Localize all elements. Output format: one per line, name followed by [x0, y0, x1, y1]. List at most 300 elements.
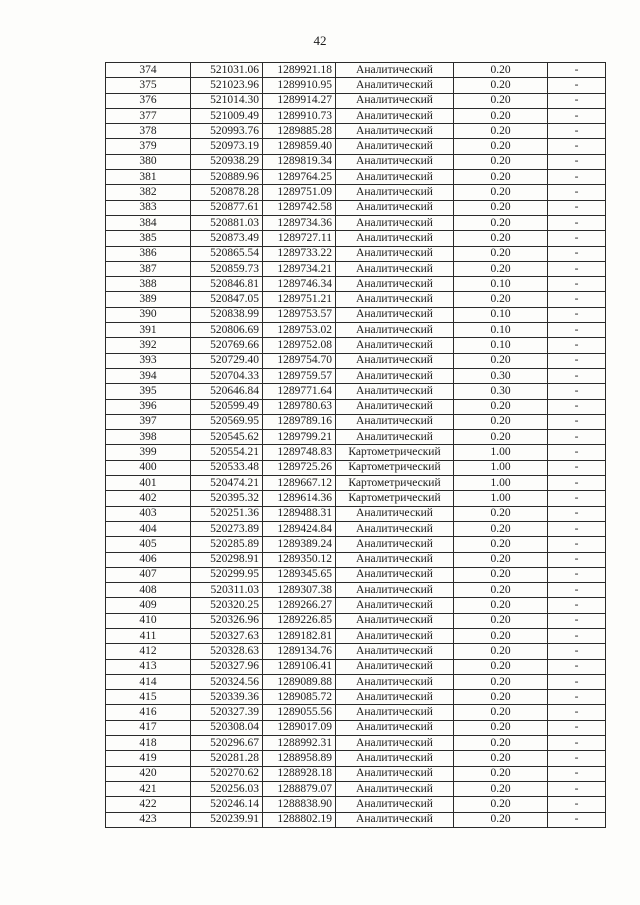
table-row	[106, 323, 606, 338]
note-cell: -	[548, 93, 606, 108]
note-cell: -	[548, 736, 606, 751]
point-number-cell: 395	[106, 384, 191, 399]
y-coordinate-cell: 1289764.25	[263, 170, 336, 185]
note-cell: -	[548, 277, 606, 292]
point-number-cell: 378	[106, 124, 191, 139]
x-coordinate-cell: 520339.36	[191, 690, 263, 705]
point-number-cell: 407	[106, 567, 191, 582]
note-cell: -	[548, 353, 606, 368]
x-coordinate-cell: 520838.99	[191, 307, 263, 322]
table-row	[106, 430, 606, 445]
y-coordinate-cell: 1289752.08	[263, 338, 336, 353]
y-coordinate-cell: 1289819.34	[263, 154, 336, 169]
point-number-cell: 377	[106, 108, 191, 123]
method-cell: Аналитический	[336, 124, 454, 139]
table-row	[106, 93, 606, 108]
x-coordinate-cell: 520865.54	[191, 246, 263, 261]
point-number-cell: 380	[106, 154, 191, 169]
method-cell: Аналитический	[336, 139, 454, 154]
y-coordinate-cell: 1289725.26	[263, 460, 336, 475]
table-row	[106, 124, 606, 139]
accuracy-cell: 0.20	[454, 399, 548, 414]
accuracy-cell: 0.20	[454, 292, 548, 307]
note-cell: -	[548, 552, 606, 567]
x-coordinate-cell: 521031.06	[191, 63, 263, 78]
y-coordinate-cell: 1289742.58	[263, 200, 336, 215]
accuracy-cell: 0.20	[454, 430, 548, 445]
accuracy-cell: 0.30	[454, 384, 548, 399]
table-row	[106, 139, 606, 154]
accuracy-cell: 0.20	[454, 751, 548, 766]
x-coordinate-cell: 520281.28	[191, 751, 263, 766]
y-coordinate-cell: 1289799.21	[263, 430, 336, 445]
table-row	[106, 414, 606, 429]
method-cell: Аналитический	[336, 659, 454, 674]
x-coordinate-cell: 520298.91	[191, 552, 263, 567]
method-cell: Аналитический	[336, 261, 454, 276]
y-coordinate-cell: 1289727.11	[263, 231, 336, 246]
accuracy-cell: 0.10	[454, 338, 548, 353]
method-cell: Аналитический	[336, 277, 454, 292]
accuracy-cell: 0.10	[454, 323, 548, 338]
point-number-cell: 408	[106, 583, 191, 598]
note-cell: -	[548, 628, 606, 643]
point-number-cell: 394	[106, 368, 191, 383]
y-coordinate-cell: 1289746.34	[263, 277, 336, 292]
accuracy-cell: 0.20	[454, 506, 548, 521]
table-row	[106, 812, 606, 827]
accuracy-cell: 1.00	[454, 445, 548, 460]
point-number-cell: 384	[106, 215, 191, 230]
table-row	[106, 231, 606, 246]
method-cell: Аналитический	[336, 93, 454, 108]
x-coordinate-cell: 520889.96	[191, 170, 263, 185]
x-coordinate-cell: 520873.49	[191, 231, 263, 246]
point-number-cell: 400	[106, 460, 191, 475]
accuracy-cell: 1.00	[454, 491, 548, 506]
x-coordinate-cell: 520474.21	[191, 476, 263, 491]
y-coordinate-cell: 1289089.88	[263, 674, 336, 689]
point-number-cell: 389	[106, 292, 191, 307]
method-cell: Аналитический	[336, 537, 454, 552]
table-row	[106, 781, 606, 796]
y-coordinate-cell: 1289921.18	[263, 63, 336, 78]
table-row	[106, 659, 606, 674]
method-cell: Аналитический	[336, 781, 454, 796]
accuracy-cell: 0.20	[454, 185, 548, 200]
table-row	[106, 521, 606, 536]
y-coordinate-cell: 1289424.84	[263, 521, 336, 536]
method-cell: Аналитический	[336, 506, 454, 521]
x-coordinate-cell: 520599.49	[191, 399, 263, 414]
y-coordinate-cell: 1289754.70	[263, 353, 336, 368]
method-cell: Аналитический	[336, 766, 454, 781]
point-number-cell: 416	[106, 705, 191, 720]
point-number-cell: 392	[106, 338, 191, 353]
point-number-cell: 405	[106, 537, 191, 552]
method-cell: Аналитический	[336, 200, 454, 215]
note-cell: -	[548, 644, 606, 659]
x-coordinate-cell: 520769.66	[191, 338, 263, 353]
accuracy-cell: 0.20	[454, 124, 548, 139]
note-cell: -	[548, 292, 606, 307]
method-cell: Картометрический	[336, 460, 454, 475]
point-number-cell: 417	[106, 720, 191, 735]
y-coordinate-cell: 1289789.16	[263, 414, 336, 429]
accuracy-cell: 0.20	[454, 170, 548, 185]
accuracy-cell: 0.20	[454, 736, 548, 751]
y-coordinate-cell: 1289266.27	[263, 598, 336, 613]
x-coordinate-cell: 520877.61	[191, 200, 263, 215]
method-cell: Аналитический	[336, 108, 454, 123]
point-number-cell: 385	[106, 231, 191, 246]
method-cell: Аналитический	[336, 414, 454, 429]
method-cell: Аналитический	[336, 338, 454, 353]
y-coordinate-cell: 1289182.81	[263, 628, 336, 643]
accuracy-cell: 0.20	[454, 246, 548, 261]
point-number-cell: 413	[106, 659, 191, 674]
accuracy-cell: 0.20	[454, 766, 548, 781]
table-row	[106, 644, 606, 659]
method-cell: Аналитический	[336, 78, 454, 93]
method-cell: Аналитический	[336, 598, 454, 613]
note-cell: -	[548, 781, 606, 796]
point-number-cell: 396	[106, 399, 191, 414]
y-coordinate-cell: 1289733.22	[263, 246, 336, 261]
accuracy-cell: 0.20	[454, 261, 548, 276]
method-cell: Аналитический	[336, 583, 454, 598]
table-row	[106, 506, 606, 521]
point-number-cell: 388	[106, 277, 191, 292]
y-coordinate-cell: 1289667.12	[263, 476, 336, 491]
coordinates-table	[105, 62, 606, 828]
method-cell: Аналитический	[336, 521, 454, 536]
point-number-cell: 391	[106, 323, 191, 338]
y-coordinate-cell: 1289106.41	[263, 659, 336, 674]
y-coordinate-cell: 1289753.02	[263, 323, 336, 338]
table-row	[106, 154, 606, 169]
table-row	[106, 399, 606, 414]
note-cell: -	[548, 583, 606, 598]
note-cell: -	[548, 384, 606, 399]
accuracy-cell: 0.20	[454, 108, 548, 123]
x-coordinate-cell: 520296.67	[191, 736, 263, 751]
point-number-cell: 390	[106, 307, 191, 322]
point-number-cell: 414	[106, 674, 191, 689]
y-coordinate-cell: 1289910.73	[263, 108, 336, 123]
accuracy-cell: 0.20	[454, 63, 548, 78]
note-cell: -	[548, 63, 606, 78]
x-coordinate-cell: 520554.21	[191, 445, 263, 460]
x-coordinate-cell: 520285.89	[191, 537, 263, 552]
table-row	[106, 246, 606, 261]
table-row	[106, 460, 606, 475]
accuracy-cell: 0.10	[454, 277, 548, 292]
y-coordinate-cell: 1288992.31	[263, 736, 336, 751]
point-number-cell: 404	[106, 521, 191, 536]
point-number-cell: 422	[106, 797, 191, 812]
accuracy-cell: 0.20	[454, 659, 548, 674]
method-cell: Аналитический	[336, 399, 454, 414]
method-cell: Картометрический	[336, 476, 454, 491]
table-row	[106, 552, 606, 567]
method-cell: Аналитический	[336, 307, 454, 322]
note-cell: -	[548, 139, 606, 154]
x-coordinate-cell: 520270.62	[191, 766, 263, 781]
table-row	[106, 185, 606, 200]
table-row	[106, 368, 606, 383]
y-coordinate-cell: 1288928.18	[263, 766, 336, 781]
accuracy-cell: 0.20	[454, 93, 548, 108]
method-cell: Аналитический	[336, 353, 454, 368]
method-cell: Аналитический	[336, 751, 454, 766]
method-cell: Аналитический	[336, 368, 454, 383]
accuracy-cell: 0.20	[454, 139, 548, 154]
method-cell: Картометрический	[336, 491, 454, 506]
x-coordinate-cell: 520251.36	[191, 506, 263, 521]
accuracy-cell: 0.20	[454, 567, 548, 582]
note-cell: -	[548, 231, 606, 246]
note-cell: -	[548, 215, 606, 230]
y-coordinate-cell: 1289759.57	[263, 368, 336, 383]
note-cell: -	[548, 659, 606, 674]
point-number-cell: 412	[106, 644, 191, 659]
table-row	[106, 307, 606, 322]
note-cell: -	[548, 200, 606, 215]
note-cell: -	[548, 690, 606, 705]
note-cell: -	[548, 567, 606, 582]
table-row	[106, 766, 606, 781]
point-number-cell: 406	[106, 552, 191, 567]
table-row	[106, 797, 606, 812]
note-cell: -	[548, 124, 606, 139]
y-coordinate-cell: 1289488.31	[263, 506, 336, 521]
accuracy-cell: 0.20	[454, 720, 548, 735]
table-row	[106, 537, 606, 552]
x-coordinate-cell: 520878.28	[191, 185, 263, 200]
accuracy-cell: 0.20	[454, 200, 548, 215]
x-coordinate-cell: 520327.63	[191, 628, 263, 643]
table-row	[106, 78, 606, 93]
table-row	[106, 720, 606, 735]
table-row	[106, 445, 606, 460]
point-number-cell: 376	[106, 93, 191, 108]
table-row	[106, 598, 606, 613]
method-cell: Аналитический	[336, 185, 454, 200]
accuracy-cell: 0.20	[454, 583, 548, 598]
note-cell: -	[548, 399, 606, 414]
table-row	[106, 384, 606, 399]
note-cell: -	[548, 170, 606, 185]
note-cell: -	[548, 430, 606, 445]
y-coordinate-cell: 1289753.57	[263, 307, 336, 322]
point-number-cell: 393	[106, 353, 191, 368]
note-cell: -	[548, 506, 606, 521]
point-number-cell: 387	[106, 261, 191, 276]
note-cell: -	[548, 414, 606, 429]
note-cell: -	[548, 476, 606, 491]
accuracy-cell: 0.20	[454, 812, 548, 827]
method-cell: Аналитический	[336, 797, 454, 812]
note-cell: -	[548, 812, 606, 827]
x-coordinate-cell: 520324.56	[191, 674, 263, 689]
table-row	[106, 736, 606, 751]
y-coordinate-cell: 1289748.83	[263, 445, 336, 460]
method-cell: Аналитический	[336, 690, 454, 705]
table-row	[106, 690, 606, 705]
table-row	[106, 63, 606, 78]
x-coordinate-cell: 520938.29	[191, 154, 263, 169]
x-coordinate-cell: 520327.39	[191, 705, 263, 720]
x-coordinate-cell: 520308.04	[191, 720, 263, 735]
accuracy-cell: 1.00	[454, 476, 548, 491]
y-coordinate-cell: 1289771.64	[263, 384, 336, 399]
table-row	[106, 277, 606, 292]
method-cell: Аналитический	[336, 430, 454, 445]
accuracy-cell: 0.20	[454, 552, 548, 567]
table-row	[106, 108, 606, 123]
method-cell: Аналитический	[336, 323, 454, 338]
y-coordinate-cell: 1288802.19	[263, 812, 336, 827]
y-coordinate-cell: 1289345.65	[263, 567, 336, 582]
note-cell: -	[548, 78, 606, 93]
x-coordinate-cell: 520299.95	[191, 567, 263, 582]
note-cell: -	[548, 154, 606, 169]
accuracy-cell: 0.20	[454, 674, 548, 689]
table-row	[106, 674, 606, 689]
x-coordinate-cell: 520327.96	[191, 659, 263, 674]
method-cell: Аналитический	[336, 613, 454, 628]
method-cell: Аналитический	[336, 246, 454, 261]
accuracy-cell: 0.20	[454, 154, 548, 169]
y-coordinate-cell: 1288958.89	[263, 751, 336, 766]
accuracy-cell: 0.20	[454, 78, 548, 93]
method-cell: Аналитический	[336, 154, 454, 169]
method-cell: Картометрический	[336, 445, 454, 460]
table-row	[106, 200, 606, 215]
method-cell: Аналитический	[336, 170, 454, 185]
x-coordinate-cell: 520328.63	[191, 644, 263, 659]
method-cell: Аналитический	[336, 231, 454, 246]
x-coordinate-cell: 520704.33	[191, 368, 263, 383]
table-row	[106, 491, 606, 506]
note-cell: -	[548, 323, 606, 338]
table-row	[106, 476, 606, 491]
y-coordinate-cell: 1289885.28	[263, 124, 336, 139]
x-coordinate-cell: 520395.32	[191, 491, 263, 506]
point-number-cell: 411	[106, 628, 191, 643]
table-row	[106, 567, 606, 582]
table-row	[106, 628, 606, 643]
note-cell: -	[548, 445, 606, 460]
x-coordinate-cell: 520993.76	[191, 124, 263, 139]
x-coordinate-cell: 520320.25	[191, 598, 263, 613]
table-row	[106, 261, 606, 276]
y-coordinate-cell: 1289910.95	[263, 78, 336, 93]
x-coordinate-cell: 520545.62	[191, 430, 263, 445]
method-cell: Аналитический	[336, 644, 454, 659]
method-cell: Аналитический	[336, 215, 454, 230]
note-cell: -	[548, 766, 606, 781]
accuracy-cell: 0.20	[454, 598, 548, 613]
method-cell: Аналитический	[336, 292, 454, 307]
y-coordinate-cell: 1288838.90	[263, 797, 336, 812]
x-coordinate-cell: 521023.96	[191, 78, 263, 93]
note-cell: -	[548, 460, 606, 475]
note-cell: -	[548, 261, 606, 276]
x-coordinate-cell: 520256.03	[191, 781, 263, 796]
point-number-cell: 383	[106, 200, 191, 215]
note-cell: -	[548, 307, 606, 322]
note-cell: -	[548, 613, 606, 628]
y-coordinate-cell: 1289350.12	[263, 552, 336, 567]
note-cell: -	[548, 368, 606, 383]
method-cell: Аналитический	[336, 628, 454, 643]
x-coordinate-cell: 520847.05	[191, 292, 263, 307]
point-number-cell: 420	[106, 766, 191, 781]
table-row	[106, 751, 606, 766]
accuracy-cell: 0.20	[454, 690, 548, 705]
point-number-cell: 402	[106, 491, 191, 506]
coordinates-table-body	[106, 63, 606, 828]
note-cell: -	[548, 185, 606, 200]
y-coordinate-cell: 1289751.21	[263, 292, 336, 307]
method-cell: Аналитический	[336, 552, 454, 567]
point-number-cell: 401	[106, 476, 191, 491]
accuracy-cell: 0.20	[454, 537, 548, 552]
x-coordinate-cell: 520533.48	[191, 460, 263, 475]
accuracy-cell: 0.20	[454, 613, 548, 628]
point-number-cell: 410	[106, 613, 191, 628]
x-coordinate-cell: 520273.89	[191, 521, 263, 536]
x-coordinate-cell: 520729.40	[191, 353, 263, 368]
note-cell: -	[548, 720, 606, 735]
accuracy-cell: 0.20	[454, 644, 548, 659]
table-row	[106, 353, 606, 368]
point-number-cell: 421	[106, 781, 191, 796]
point-number-cell: 423	[106, 812, 191, 827]
note-cell: -	[548, 797, 606, 812]
table-row	[106, 583, 606, 598]
x-coordinate-cell: 520646.84	[191, 384, 263, 399]
note-cell: -	[548, 338, 606, 353]
y-coordinate-cell: 1289734.21	[263, 261, 336, 276]
table-row	[106, 613, 606, 628]
y-coordinate-cell: 1289085.72	[263, 690, 336, 705]
method-cell: Аналитический	[336, 63, 454, 78]
table-row	[106, 292, 606, 307]
table-row	[106, 215, 606, 230]
accuracy-cell: 0.20	[454, 797, 548, 812]
y-coordinate-cell: 1289055.56	[263, 705, 336, 720]
method-cell: Аналитический	[336, 567, 454, 582]
accuracy-cell: 0.20	[454, 231, 548, 246]
note-cell: -	[548, 108, 606, 123]
y-coordinate-cell: 1289134.76	[263, 644, 336, 659]
method-cell: Аналитический	[336, 705, 454, 720]
note-cell: -	[548, 705, 606, 720]
x-coordinate-cell: 521009.49	[191, 108, 263, 123]
accuracy-cell: 0.20	[454, 521, 548, 536]
y-coordinate-cell: 1289614.36	[263, 491, 336, 506]
y-coordinate-cell: 1289780.63	[263, 399, 336, 414]
table-row	[106, 705, 606, 720]
accuracy-cell: 0.20	[454, 215, 548, 230]
note-cell: -	[548, 537, 606, 552]
point-number-cell: 398	[106, 430, 191, 445]
accuracy-cell: 0.30	[454, 368, 548, 383]
y-coordinate-cell: 1288879.07	[263, 781, 336, 796]
